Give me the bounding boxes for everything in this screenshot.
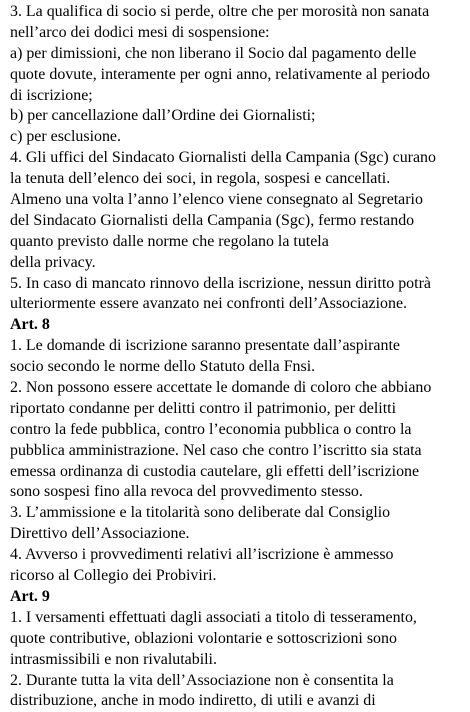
text-line: quanto previsto dalle norme che regolano la tutela	[10, 232, 329, 250]
text-line: quote contributive, oblazioni volontarie e sottoscrizioni sono	[10, 629, 397, 647]
text-line: la tenuta dell’elenco dei soci, in regola, sospesi e cancellati.	[10, 170, 391, 188]
text-line: riportato condanne per delitti contro il patrimonio, per delitti	[10, 399, 396, 417]
text-line: quote dovute, interamente per ogni anno, relativamente al periodo	[10, 65, 431, 83]
text-line: 2. Non possono essere accettate le domande di coloro che abbiano	[10, 379, 432, 397]
text-line: pubblica amministrazione. Nel caso che contro l’iscritto sia stata	[10, 441, 422, 459]
text-line: distribuzione, anche in modo indiretto, di utili e avanzi di	[10, 692, 376, 710]
text-line: Direttivo dell’Associazione.	[10, 525, 190, 543]
text-line: emessa ordinanza di custodia cautelare, gli effetti dell’iscrizione	[10, 462, 420, 480]
text-line: b) per cancellazione dall’Ordine dei Giornalisti;	[10, 107, 316, 125]
text-line: 3. L’ammissione e la titolarità sono deliberate dal Consiglio	[10, 504, 391, 522]
text-line: di iscrizione;	[10, 86, 93, 104]
article-heading: Art. 8	[10, 316, 50, 334]
text-line: della privacy.	[10, 253, 96, 271]
text-line: Almeno una volta l’anno l’elenco viene consegnato al Segretario	[10, 191, 423, 209]
text-line: 5. In caso di mancato rinnovo della iscrizione, nessun diritto potrà	[10, 274, 431, 292]
text-line: contro la fede pubblica, contro l’economia pubblica o contro la	[10, 420, 412, 438]
text-line: sono sospesi fino alla revoca del provvedimento stesso.	[10, 483, 363, 501]
text-line: socio secondo le norme dello Statuto della Fnsi.	[10, 358, 316, 376]
text-line: del Sindacato Giornalisti della Campania (Sgc), fermo restando	[10, 211, 415, 229]
text-line: 4. Avverso i provvedimenti relativi all’iscrizione è ammesso	[10, 546, 394, 564]
text-line: 3. La qualifica di socio si perde, oltre che per morosità non sanata	[10, 3, 430, 20]
text-line: nell’arco dei dodici mesi di sospensione:	[10, 23, 270, 41]
text-line: ulteriormente essere avanzato nei confronti dell’Associazione.	[10, 295, 407, 313]
text-line: 4. Gli uffici del Sindacato Giornalisti della Campania (Sgc) curano	[10, 149, 436, 167]
text-line: a) per dimissioni, che non liberano il Socio dal pagamento delle	[10, 44, 417, 62]
text-line: ricorso al Collegio dei Probiviri.	[10, 567, 217, 585]
text-line: 2. Durante tutta la vita dell’Associazione non è consentita la	[10, 671, 394, 689]
text-line: intrasmissibili e non rivalutabili.	[10, 650, 217, 668]
text-line: 1. Le domande di iscrizione saranno presentate dall’aspirante	[10, 337, 400, 355]
document-body	[10, 2, 470, 712]
text-line: c) per esclusione.	[10, 128, 121, 146]
text-line: 1. I versamenti effettuati dagli associati a titolo di tesseramento,	[10, 608, 417, 626]
article-heading: Art. 9	[10, 587, 50, 605]
